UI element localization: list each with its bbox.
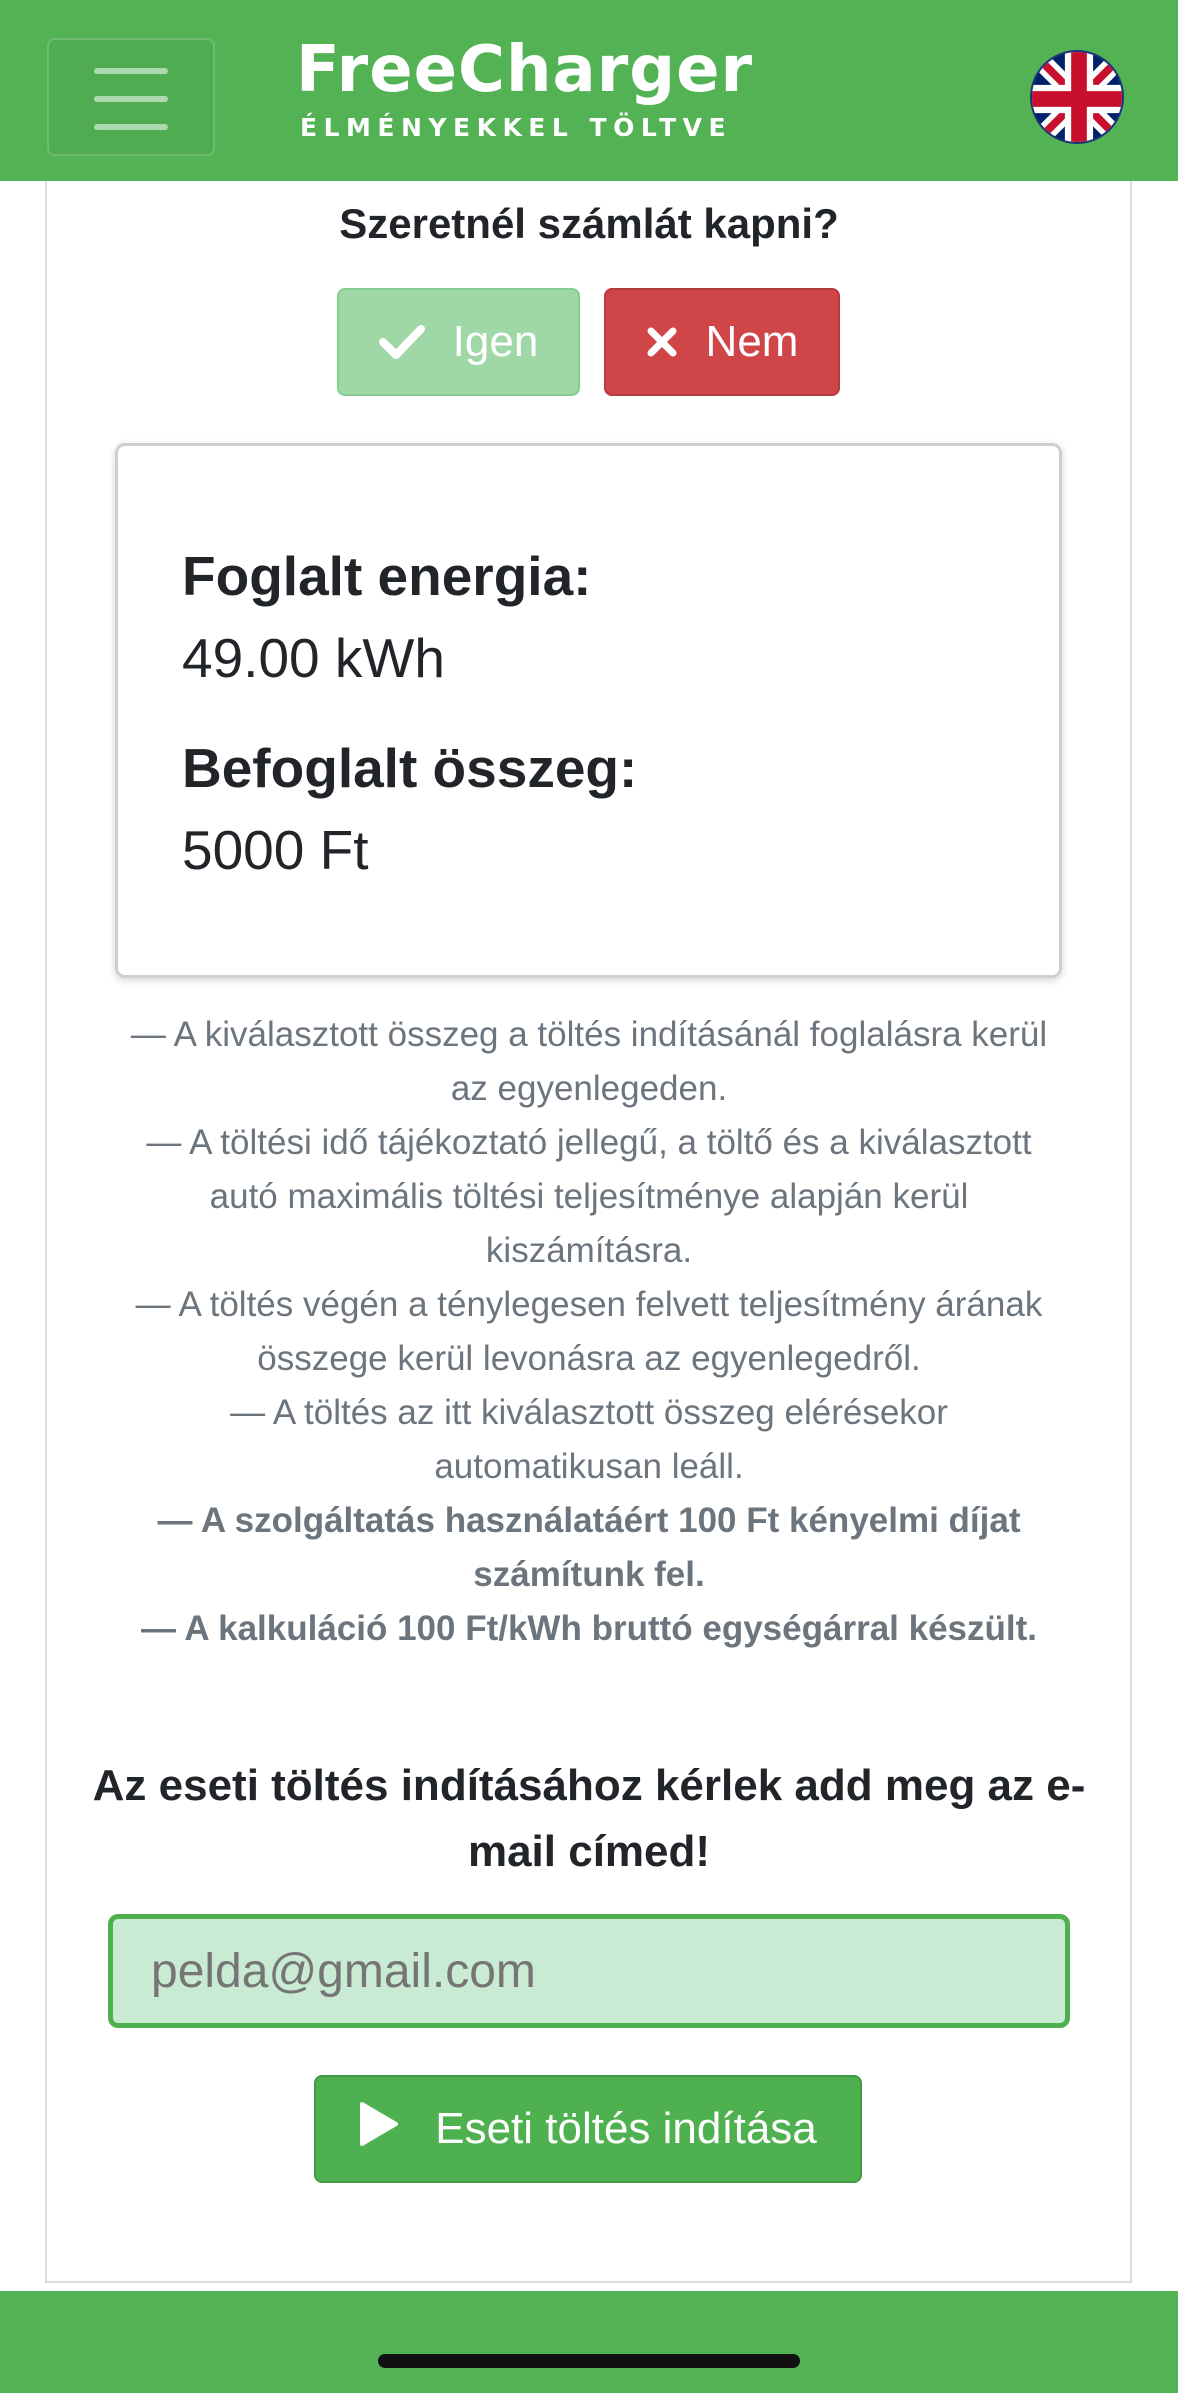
energy-value: 49.00 kWh <box>182 627 445 689</box>
brand-logo[interactable] <box>296 30 754 160</box>
app-header <box>0 0 1178 181</box>
charging-notes <box>120 1008 1058 1656</box>
brand-title: FreeCharger <box>296 33 754 107</box>
amount-value: 5000 Ft <box>182 819 369 881</box>
start-charging-button[interactable] <box>314 2075 862 2183</box>
note-item: — A kiválasztott összeg a töltés indításánál foglalásra kerül az egyenlegeden. <box>130 1015 1048 1108</box>
home-indicator[interactable] <box>378 2354 800 2368</box>
uk-flag-icon[interactable] <box>1030 50 1124 144</box>
app-footer <box>0 2291 1178 2393</box>
email-field[interactable] <box>108 1914 1070 2028</box>
note-item: — A töltés végén a ténylegesen felvett teljesítmény árának összege kerül levonásra az egyenlegedről. <box>135 1285 1043 1378</box>
invoice-no-label: Nem <box>705 317 799 366</box>
invoice-no-button[interactable] <box>604 288 840 396</box>
note-item: — A töltési idő tájékoztató jellegű, a töltő és a kiválasztott autó maximális töltési teljesítménye alapján kerül kiszámításra. <box>146 1123 1032 1270</box>
energy-label: Foglalt energia: <box>182 545 592 607</box>
note-item: — A töltés az itt kiválasztott összeg elérésekor automatikusan leáll. <box>230 1393 948 1486</box>
checkmark-icon <box>379 324 425 360</box>
reservation-info-box <box>115 443 1062 978</box>
close-icon <box>646 326 678 358</box>
email-prompt: Az eseti töltés indításához kérlek add meg az e-mail címed! <box>92 1761 1086 1876</box>
note-item: — A kalkuláció 100 Ft/kWh bruttó egységárral készült. <box>140 1609 1037 1648</box>
invoice-yes-button[interactable] <box>337 288 580 396</box>
invoice-yes-label: Igen <box>452 317 539 366</box>
brand-subtitle: ÉLMÉNYEKKEL TÖLTVE <box>300 113 733 142</box>
menu-button[interactable] <box>47 38 215 156</box>
amount-label: Befoglalt összeg: <box>182 737 638 799</box>
play-icon <box>359 2101 399 2158</box>
start-charging-label: Eseti töltés indítása <box>435 2104 817 2153</box>
note-item: — A szolgáltatás használatáért 100 Ft kényelmi díjat számítunk fel. <box>157 1501 1021 1594</box>
invoice-question: Szeretnél számlát kapni? <box>339 200 839 247</box>
